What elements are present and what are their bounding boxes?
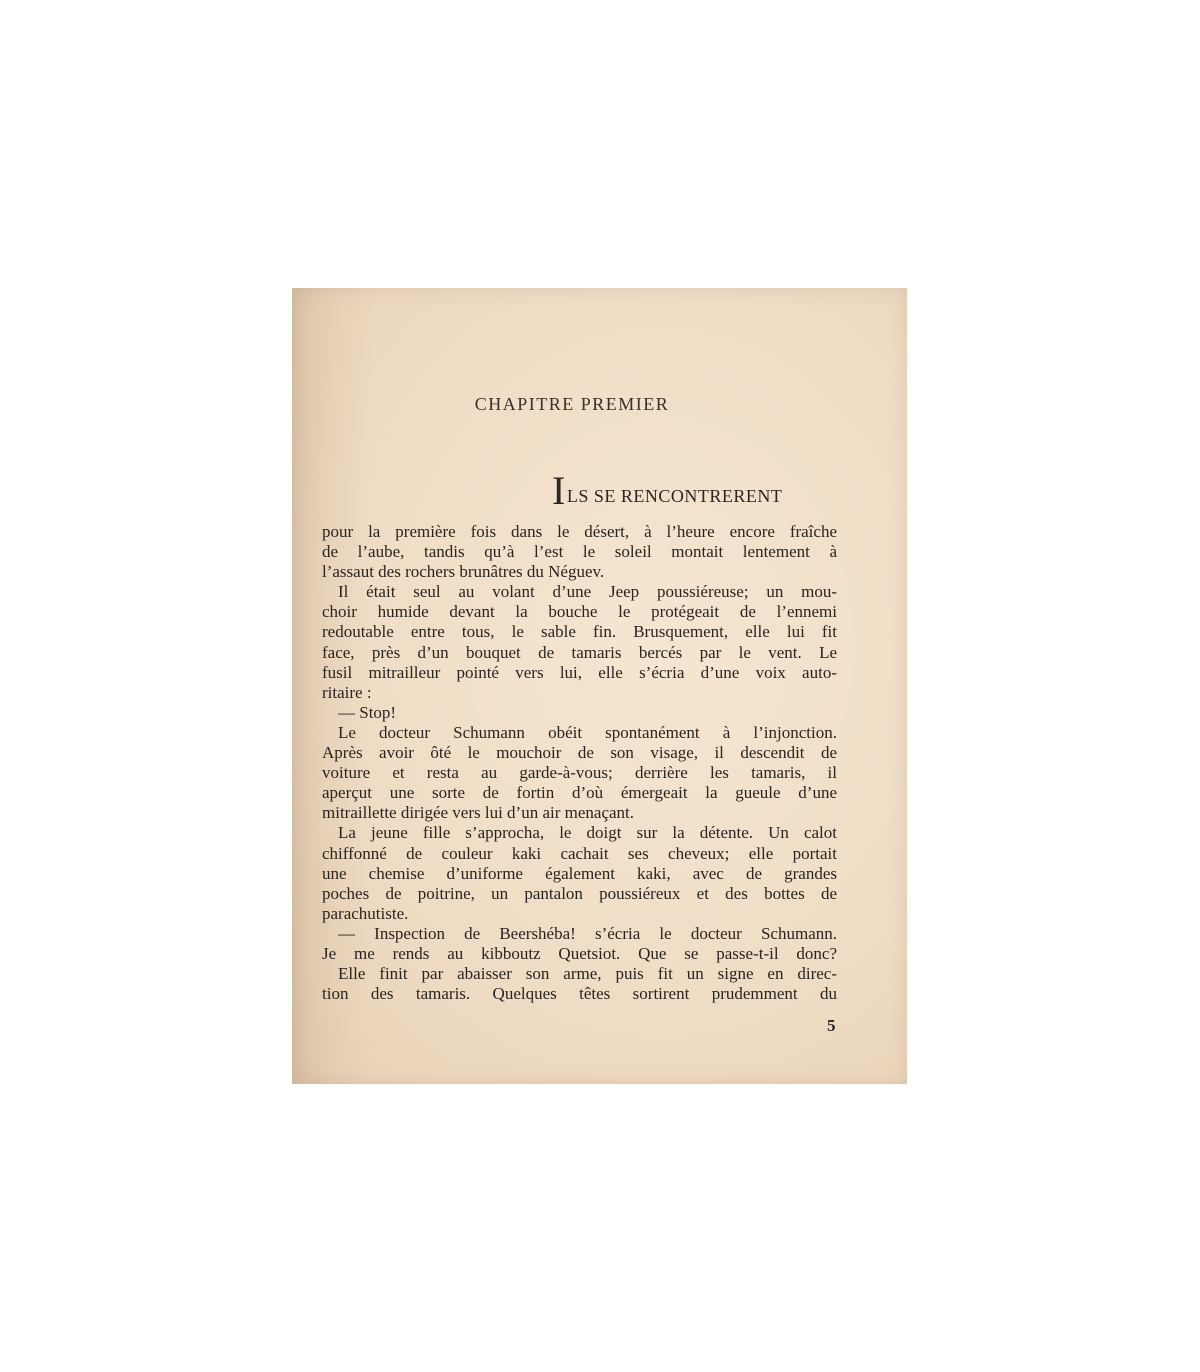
text-line: ritaire :	[322, 682, 372, 702]
text-line: de l’aube, tandis qu’à l’est le soleil montait lentement à	[322, 542, 837, 562]
chapter-opening	[552, 468, 837, 513]
opening-small-caps: LS SE RENCONTRERENT	[566, 486, 783, 506]
text-line: redoutable entre tous, le sable fin. Brusquement, elle lui fit	[322, 622, 837, 642]
text-line: aperçut une sorte de fortin d’où émergeait la gueule d’une	[322, 783, 837, 803]
drop-cap: I	[552, 468, 566, 513]
text-line: chiffonné de couleur kaki cachait ses cheveux; elle portait	[322, 843, 837, 863]
body-text	[322, 522, 837, 1004]
text-line: Elle finit par abaisser son arme, puis fit un signe en direc-	[338, 964, 837, 984]
text-line: Après avoir ôté le mouchoir de son visage, il descendit de	[322, 743, 837, 763]
text-line: Il était seul au volant d’une Jeep poussiéreuse; un mou-	[338, 582, 837, 602]
chapter-title: CHAPITRE PREMIER	[474, 394, 670, 414]
text-line: — Inspection de Beershéba! s’écria le docteur Schumann.	[338, 923, 837, 943]
text-line: fusil mitrailleur pointé vers lui, elle s’écria d’une voix auto-	[322, 662, 837, 682]
text-line: pour la première fois dans le désert, à l’heure encore fraîche	[322, 522, 837, 541]
text-line: tion des tamaris. Quelques têtes sortirent prudemment du	[322, 984, 837, 1004]
text-line: l’assaut des rochers brunâtres du Néguev.	[322, 562, 605, 582]
page-number: 5	[827, 1016, 836, 1035]
text-line: poches de poitrine, un pantalon poussiéreux et des bottes de	[322, 883, 837, 903]
book-page	[292, 288, 907, 1084]
text-line: Je me rends au kibboutz Quetsiot. Que se passe-t-il donc?	[322, 943, 837, 963]
text-line: La jeune fille s’approcha, le doigt sur la détente. Un calot	[338, 823, 837, 843]
text-line: face, près d’un bouquet de tamaris bercés par le vent. Le	[322, 642, 837, 662]
text-line: Le docteur Schumann obéit spontanément à l’injonction.	[338, 722, 837, 742]
text-line: choir humide devant la bouche le protégeait de l’ennemi	[322, 602, 837, 622]
text-line: — Stop!	[338, 702, 397, 722]
text-line: mitraillette dirigée vers lui d’un air menaçant.	[322, 803, 635, 823]
text-line: voiture et resta au garde-à-vous; derrière les tamaris, il	[322, 763, 837, 783]
text-line: une chemise d’uniforme également kaki, avec de grandes	[322, 863, 837, 883]
text-line: parachutiste.	[322, 903, 409, 923]
